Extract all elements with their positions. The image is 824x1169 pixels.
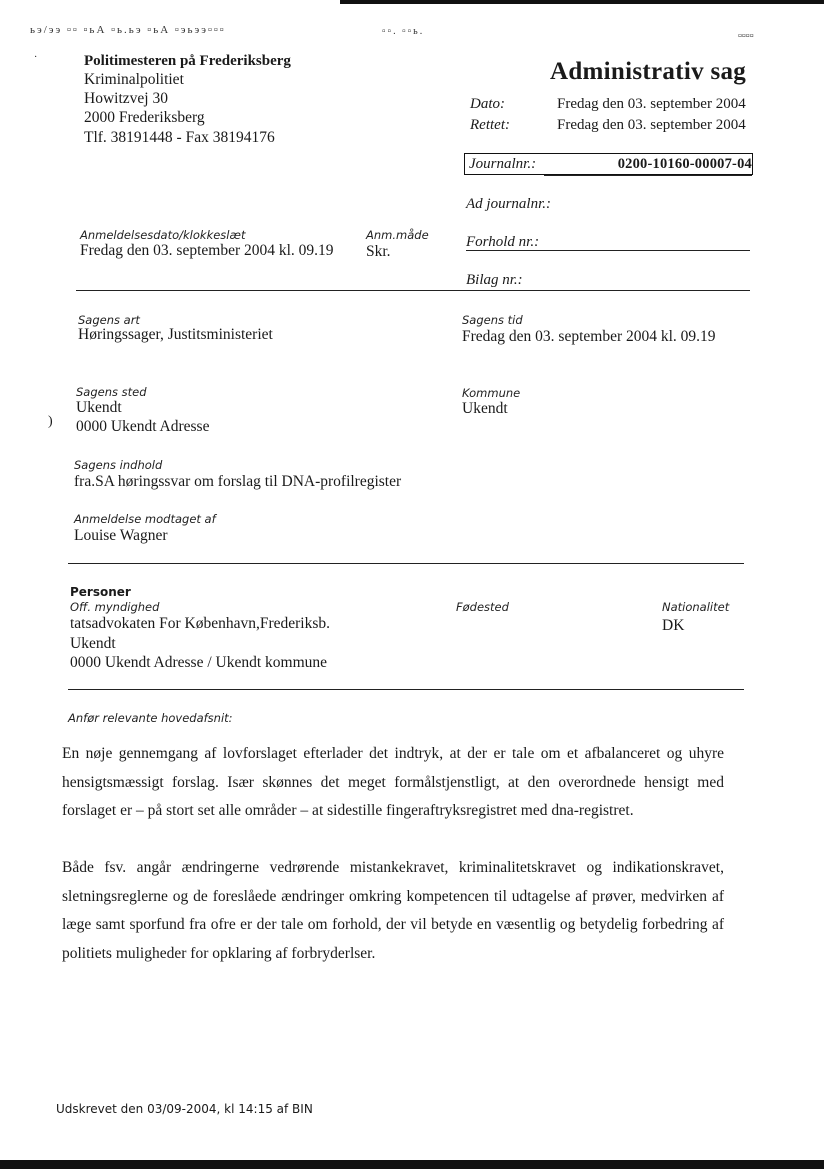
main-paragraph-1: En nøje gennemgang af lovforslaget efterlader det indtryk, at der er tale om et afbalanceret og uhyre hensigtsmæssigt forslag. Især skønnes det meget formålstjenstligt, at den overordnede hensigt med forslaget er – på stort set alle områder – at sidestille fingeraftryksregistret med dna-registret. bbox=[62, 745, 724, 819]
journal-underline bbox=[544, 175, 752, 176]
scan-bottom-edge bbox=[0, 1160, 824, 1169]
fax-header-middle: ▫▫. ▫▫ь. bbox=[382, 26, 425, 37]
municipality-value: Ukendt bbox=[462, 400, 508, 417]
nationality-label: Nationalitet bbox=[662, 600, 730, 614]
case-content-label: Sagens indhold bbox=[74, 458, 163, 472]
dato-label: Dato: bbox=[470, 96, 505, 112]
fax-header-left: ьэ/ээ ▫▫ ▫ьА ▫ь.ьэ ▫ьА ▫эьээ▫▫▫ bbox=[30, 24, 226, 36]
received-by-value: Louise Wagner bbox=[74, 527, 168, 544]
journal-number-box bbox=[464, 153, 753, 175]
bilag-label: Bilag nr.: bbox=[466, 272, 523, 288]
nationality-value: DK bbox=[662, 617, 685, 634]
fax-header-right: ▫▫▫▫ bbox=[738, 30, 754, 42]
report-method-label: Anm.måde bbox=[366, 228, 429, 242]
case-time-value: Fredag den 03. september 2004 kl. 09.19 bbox=[462, 328, 716, 345]
persons-heading: Personer bbox=[70, 585, 131, 599]
sender-name: Politimesteren på Frederiksberg bbox=[84, 53, 291, 69]
forhold-underline bbox=[466, 250, 750, 251]
rettet-label: Rettet: bbox=[470, 117, 510, 133]
journal-label: Journalnr.: bbox=[469, 156, 537, 172]
report-date-value: Fredag den 03. september 2004 kl. 09.19 bbox=[80, 242, 334, 259]
case-type-label: Sagens art bbox=[78, 313, 140, 327]
received-by-label: Anmeldelse modtaget af bbox=[74, 512, 216, 526]
case-place-value-2: 0000 Ukendt Adresse bbox=[76, 418, 210, 435]
report-method-value: Skr. bbox=[366, 243, 391, 260]
birthplace-label: Fødested bbox=[456, 600, 509, 614]
scan-mark: ) bbox=[48, 414, 53, 429]
scan-top-edge bbox=[340, 0, 824, 4]
case-type-value: Høringssager, Justitsministeriet bbox=[78, 326, 273, 343]
case-place-value-1: Ukendt bbox=[76, 399, 122, 416]
section-divider-2 bbox=[68, 563, 744, 564]
printed-footer: Udskrevet den 03/09-2004, kl 14:15 af BIN bbox=[56, 1102, 313, 1116]
section-divider-3 bbox=[68, 689, 744, 690]
sender-phone: Tlf. 38191448 - Fax 38194176 bbox=[84, 129, 275, 146]
person-role-label: Off. myndighed bbox=[70, 600, 160, 614]
main-section-label: Anfør relevante hovedafsnit: bbox=[68, 711, 233, 725]
section-divider-1 bbox=[76, 290, 750, 291]
sender-department: Kriminalpolitiet bbox=[84, 71, 184, 88]
sender-street: Howitzvej 30 bbox=[84, 90, 168, 107]
person-line-2: Ukendt bbox=[70, 635, 116, 652]
document-title: Administrativ sag bbox=[550, 58, 747, 85]
sender-city: 2000 Frederiksberg bbox=[84, 109, 205, 126]
rettet-value: Fredag den 03. september 2004 bbox=[557, 117, 746, 133]
person-name: tatsadvokaten For København,Frederiksb. bbox=[70, 615, 330, 632]
scan-dot: · bbox=[34, 52, 38, 63]
report-date-label: Anmeldelsesdato/klokkeslæt bbox=[80, 228, 246, 242]
case-content-value: fra.SA høringssvar om forslag til DNA-profilregister bbox=[74, 473, 402, 490]
forhold-label: Forhold nr.: bbox=[466, 234, 540, 250]
journal-value: 0200-10160-00007-04 bbox=[617, 156, 752, 172]
case-time-label: Sagens tid bbox=[462, 313, 523, 327]
case-place-label: Sagens sted bbox=[76, 385, 147, 399]
municipality-label: Kommune bbox=[462, 386, 521, 400]
dato-value: Fredag den 03. september 2004 bbox=[557, 96, 746, 112]
person-address: 0000 Ukendt Adresse / Ukendt kommune bbox=[70, 654, 328, 671]
adjournal-label: Ad journalnr.: bbox=[466, 196, 552, 212]
main-paragraph-2: Både fsv. angår ændringerne vedrørende mistankekravet, kriminalitetskravet og indikationskravet, sletningsreglerne og de foreslåede ændringer omkring kompetencen til udtagelse af prøver, medvirken af læge samt sporfund fra ofre er der tale om forhold, der vil betyde en væsentlig og betydelig forbedring af politiets muligheder for opklaring af forbryderlser. bbox=[62, 859, 724, 962]
